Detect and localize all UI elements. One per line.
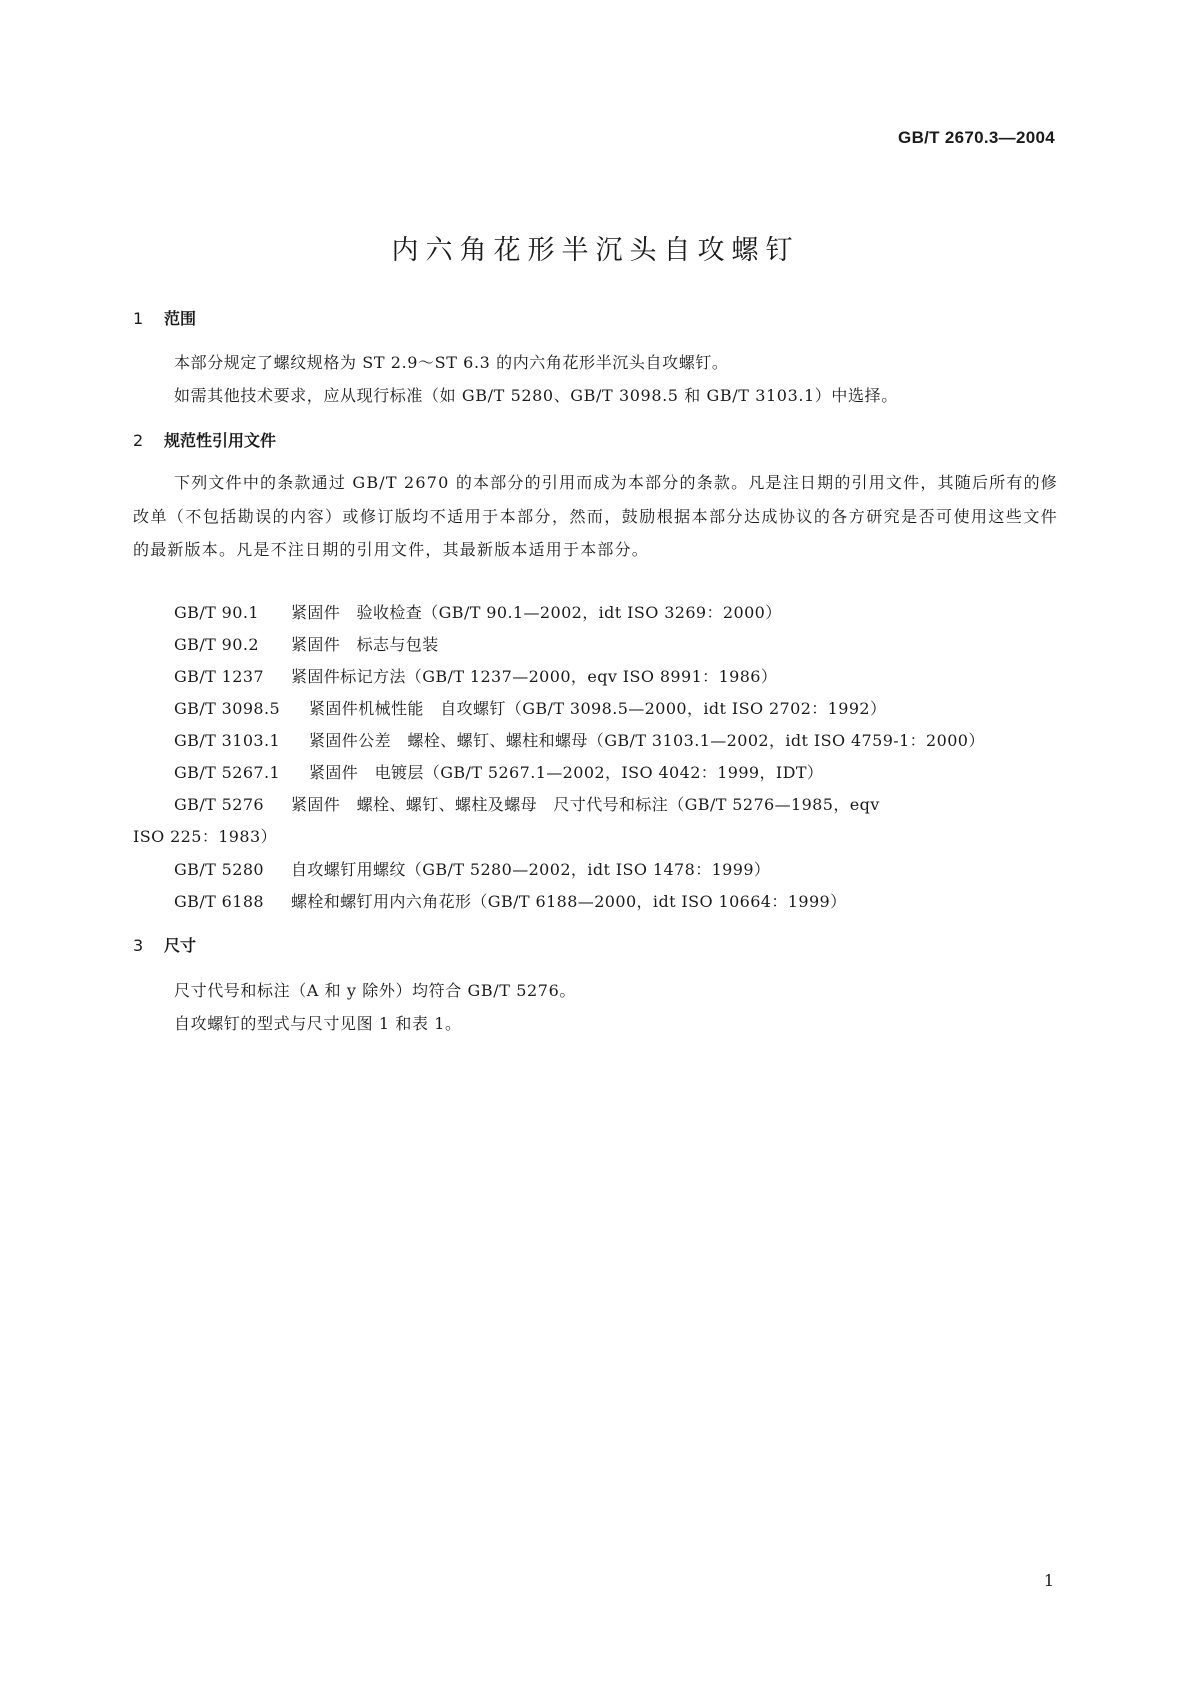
section-1-heading [133,306,196,329]
section-title: 规范性引用文件 [164,431,277,450]
reference-text: 紧固件机械性能 自攻螺钉（GB/T 3098.5—2000，idt ISO 2702：1992） [309,699,887,718]
reference-text: 紧固件 螺栓、螺钉、螺柱及螺母 尺寸代号和标注（GB/T 5276—1985，eqv [291,795,880,814]
reference-item [174,728,985,751]
reference-code: GB/T 3098.5 [174,699,281,718]
reference-code: GB/T 90.2 [174,635,259,654]
reference-code: GB/T 5276 [174,795,265,814]
reference-item [174,857,770,880]
reference-code: GB/T 1237 [174,667,265,686]
reference-code: GB/T 6188 [174,892,265,911]
reference-code: GB/T 90.1 [174,603,259,622]
reference-item [174,760,823,783]
reference-code: GB/T 5267.1 [174,763,281,782]
page-number: 1 [1043,1571,1054,1590]
reference-text: 紧固件 电镀层（GB/T 5267.1—2002，ISO 4042：1999，IDT） [309,763,824,782]
reference-item [174,889,847,912]
section-2-heading [133,428,276,451]
reference-item [174,600,782,623]
dimensions-line-1: 尺寸代号和标注（A 和 y 除外）均符合 GB/T 5276。 [174,981,576,1000]
dimensions-line-2: 自攻螺钉的型式与尺寸见图 1 和表 1。 [174,1014,462,1033]
reference-code: GB/T 3103.1 [174,731,281,750]
scope-line-2: 如需其他技术要求，应从现行标准（如 GB/T 5280、GB/T 3098.5 和 GB/T 3103.1）中选择。 [174,386,898,405]
reference-item [174,696,886,719]
reference-text: 紧固件公差 螺栓、螺钉、螺柱和螺母（GB/T 3103.1—2002，idt ISO 4759-1：2000） [309,731,985,750]
section-number: 3 [133,936,144,955]
reference-text: 紧固件标记方法（GB/T 1237—2000，eqv ISO 8991：1986） [291,667,778,686]
document-title: 内六角花形半沉头自攻螺钉 [391,235,800,266]
section-3-heading [133,933,196,956]
scope-line-1: 本部分规定了螺纹规格为 ST 2.9～ST 6.3 的内六角花形半沉头自攻螺钉。 [174,353,729,372]
section-number: 2 [133,431,144,450]
section-number: 1 [133,309,144,328]
reference-item [174,632,439,655]
standard-number: GB/T 2670.3—2004 [898,128,1055,147]
reference-text: 螺栓和螺钉用内六角花形（GB/T 6188—2000，idt ISO 10664：1999） [291,892,847,911]
references-intro: 下列文件中的条款通过 GB/T 2670 的本部分的引用而成为本部分的条款。凡是注日期的引用文件，其随后所有的修改单（不包括勘误的内容）或修订版均不适用于本部分，然而，鼓励根据本部分达成协议的各方研究是否可使用这些文件的最新版本。凡是不注日期的引用文件，其最新版本适用于本部分。 [133,473,1058,559]
reference-code: GB/T 5280 [174,860,265,879]
reference-continuation: ISO 225：1983） [133,827,277,846]
reference-item [174,792,880,815]
section-title: 尺寸 [164,936,197,955]
reference-text: 紧固件 验收检查（GB/T 90.1—2002，idt ISO 3269：2000） [291,603,782,622]
reference-item [174,664,777,687]
reference-text: 自攻螺钉用螺纹（GB/T 5280—2002，idt ISO 1478：1999） [291,860,771,879]
section-title: 范围 [164,309,197,328]
reference-text: 紧固件 标志与包装 [291,635,439,654]
